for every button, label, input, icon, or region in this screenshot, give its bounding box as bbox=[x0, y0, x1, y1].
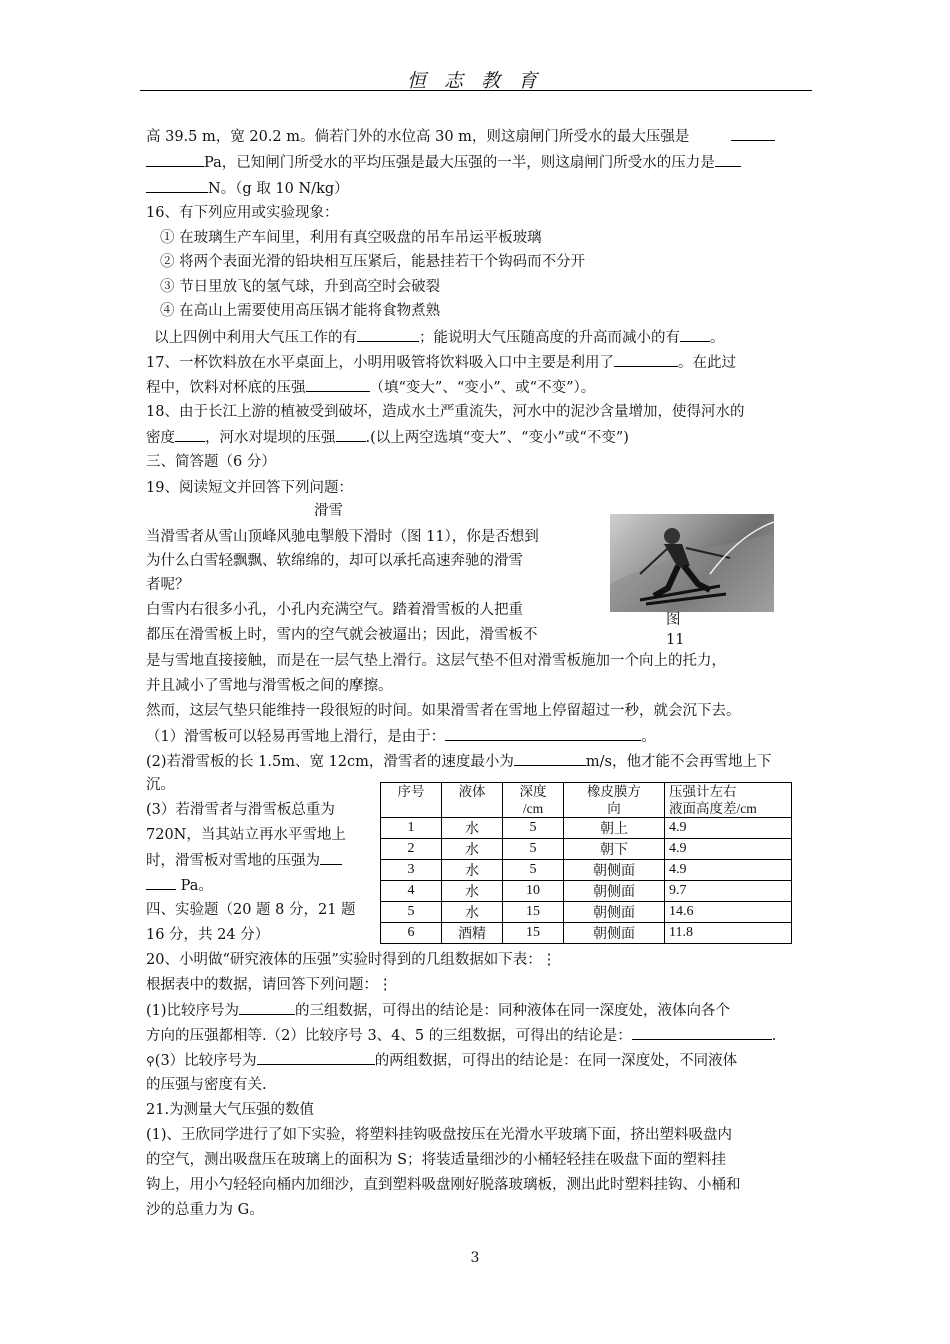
passage-line: 为什么白雪轻飘飘、软绵绵的，却可以承托高速奔驰的滑雪 bbox=[146, 553, 523, 569]
answer-blank bbox=[614, 352, 678, 367]
question-18: 18、由于长江上游的植被受到破坏，造成水土严重流失，河水中的泥沙含量增加，使得河水的 bbox=[146, 404, 745, 420]
answer-blank bbox=[257, 1050, 375, 1065]
column-header: 液体 bbox=[442, 783, 503, 818]
passage-line: 都压在滑雪板上时，雪内的空气就会被逼出；因此，滑雪板不 bbox=[146, 627, 538, 643]
answer-blank bbox=[445, 726, 641, 741]
table-cell: 6 bbox=[381, 923, 442, 944]
list-item: ④ 在高山上需要使用高压锅才能将食物煮熟 bbox=[160, 303, 441, 319]
answer-blank bbox=[320, 850, 342, 865]
table-cell: 水 bbox=[442, 881, 503, 902]
pressure-data-table bbox=[380, 782, 792, 944]
passage-title: 滑雪 bbox=[314, 503, 343, 519]
table-cell: 朝侧面 bbox=[564, 902, 665, 923]
sub-question: 方向的压强都相等.（2）比较序号 3、4、5 的三组数据，可得出的结论是： . bbox=[146, 1025, 776, 1046]
sub-question: （1）滑雪板可以轻易再雪地上滑行，是由于： 。 bbox=[146, 726, 656, 747]
answer-blank bbox=[514, 751, 586, 766]
answer-blank bbox=[146, 178, 208, 193]
page-number: 3 bbox=[470, 1250, 480, 1266]
figure-caption: 图 bbox=[666, 612, 681, 628]
table-cell: 5 bbox=[503, 860, 564, 881]
section-heading: 四、实验题（20 题 8 分，21 题 bbox=[146, 902, 356, 918]
text-line: 以上四例中利用大气压工作的有 ；能说明大气压随高度的升高而减小的有 。 bbox=[154, 327, 725, 348]
table-cell: 朝侧面 bbox=[564, 881, 665, 902]
passage-line: 并且减小了雪地与滑雪板之间的摩擦。 bbox=[146, 678, 393, 694]
text-line: 沙的总重力为 G。 bbox=[146, 1202, 264, 1218]
question-20: 20、小明做“研究液体的压强”实验时得到的几组数据如下表：⋮ bbox=[146, 952, 557, 968]
table-cell: 水 bbox=[442, 902, 503, 923]
answer-blank bbox=[239, 1000, 295, 1015]
answer-blank bbox=[336, 427, 366, 442]
column-header: 深度 /cm bbox=[503, 783, 564, 818]
question-21: 21.为测量大气压强的数值 bbox=[146, 1102, 315, 1118]
table-row bbox=[381, 881, 792, 902]
table-cell: 5 bbox=[503, 839, 564, 860]
text-line: (1)、王欣同学进行了如下实验，将塑料挂钩吸盘按压在光滑水平玻璃下面，挤出塑料吸盘内 bbox=[146, 1127, 733, 1143]
table-cell: 水 bbox=[442, 860, 503, 881]
text-line: 时，滑雪板对雪地的压强为 bbox=[146, 850, 342, 871]
table-cell: 5 bbox=[381, 902, 442, 923]
column-header: 橡皮膜方 向 bbox=[564, 783, 665, 818]
column-header: 压强计左右 液面高度差/cm bbox=[665, 783, 792, 818]
text-line: N。（g 取 10 N/kg） bbox=[146, 178, 349, 199]
header-rule bbox=[140, 90, 812, 91]
answer-blank bbox=[715, 152, 741, 167]
passage-line: 是与雪地直接接触，而是在一层气垫上滑行。这层气垫不但对滑雪板施加一个向上的托力， bbox=[146, 653, 726, 669]
answer-blank bbox=[357, 327, 419, 342]
column-header: 序号 bbox=[381, 783, 442, 818]
list-item: ③ 节日里放飞的氢气球，升到高空时会破裂 bbox=[160, 279, 441, 295]
answer-blank bbox=[146, 875, 176, 890]
answer-blank bbox=[632, 1025, 772, 1040]
text-line: Pa，已知闸门所受水的平均压强是最大压强的一半，则这扇闸门所受水的压力是 bbox=[146, 152, 741, 173]
question-19: 19、阅读短文并回答下列问题： bbox=[146, 480, 353, 496]
table-cell: 4 bbox=[381, 881, 442, 902]
table-row bbox=[381, 902, 792, 923]
passage-line: 当滑雪者从雪山顶峰风驰电掣般下滑时（图 11），你是否想到 bbox=[146, 529, 539, 545]
answer-blank bbox=[731, 126, 775, 141]
table-row bbox=[381, 860, 792, 881]
answer-blank bbox=[306, 377, 370, 392]
table-cell: 1 bbox=[381, 818, 442, 839]
table-cell: 朝侧面 bbox=[564, 923, 665, 944]
list-item: ① 在玻璃生产车间里，利用有真空吸盘的吊车吊运平板玻璃 bbox=[160, 230, 542, 246]
text-line: 的压强与密度有关. bbox=[146, 1077, 267, 1093]
section-heading: 16 分，共 24 分） bbox=[146, 927, 270, 943]
figure-caption: 11 bbox=[666, 632, 685, 648]
anchor-icon: ⚲ bbox=[146, 1054, 155, 1068]
table-row bbox=[381, 923, 792, 944]
sub-question: ⚲(3）比较序号为 的两组数据，可得出的结论是：在同一深度处，不同液体 bbox=[146, 1050, 737, 1071]
skier-photo bbox=[610, 514, 774, 612]
passage-line: 白雪内右很多小孔，小孔内充满空气。踏着滑雪板的人把重 bbox=[146, 602, 523, 618]
table-cell: 5 bbox=[503, 818, 564, 839]
page-header-title: 恒 志 教 育 bbox=[406, 70, 544, 92]
table-cell: 朝侧面 bbox=[564, 860, 665, 881]
table-cell: 9.7 bbox=[665, 881, 792, 902]
text-line: 沉。 bbox=[146, 777, 175, 793]
table-row bbox=[381, 818, 792, 839]
section-heading: 三、简答题（6 分） bbox=[146, 454, 276, 470]
text-line: 720N，当其站立再水平雪地上 bbox=[146, 827, 346, 843]
question-17: 17、一杯饮料放在水平桌面上，小明用吸管将饮料吸入口中主要是利用了 。在此过 bbox=[146, 352, 736, 373]
text-line: 密度 ，河水对堤坝的压强 .(以上两空选填“变大”、“变小”或“不变”) bbox=[146, 427, 629, 448]
table-cell: 4.9 bbox=[665, 860, 792, 881]
answer-blank bbox=[680, 327, 710, 342]
sub-question: (3）若滑雪者与滑雪板总重为 bbox=[146, 802, 335, 818]
text-line: 钩上，用小勺轻轻向桶内加细沙，直到塑料吸盘刚好脱落玻璃板，测出此时塑料挂钩、小桶和 bbox=[146, 1177, 741, 1193]
sub-question: (2)若滑雪板的长 1.5m、宽 12cm，滑雪者的速度最小为 m/s，他才能不会再雪地上下 bbox=[146, 751, 771, 772]
table-cell: 水 bbox=[442, 839, 503, 860]
table-cell: 15 bbox=[503, 902, 564, 923]
table-cell: 2 bbox=[381, 839, 442, 860]
table-cell: 朝上 bbox=[564, 818, 665, 839]
table-cell: 3 bbox=[381, 860, 442, 881]
table-cell: 酒精 bbox=[442, 923, 503, 944]
table-cell: 14.6 bbox=[665, 902, 792, 923]
answer-blank bbox=[175, 427, 205, 442]
table-row bbox=[381, 839, 792, 860]
table-cell: 水 bbox=[442, 818, 503, 839]
sub-question: (1)比较序号为 的三组数据，可得出的结论是：同种液体在同一深度处，液体向各个 bbox=[146, 1000, 730, 1021]
table-cell: 4.9 bbox=[665, 818, 792, 839]
table-cell: 朝下 bbox=[564, 839, 665, 860]
text-line: 根据表中的数据，请回答下列问题：⋮ bbox=[146, 977, 393, 993]
list-item: ② 将两个表面光滑的铅块相互压紧后，能悬挂若干个钩码而不分开 bbox=[160, 254, 586, 270]
text-line: 程中，饮料对杯底的压强 （填“变大”、“变小”、或“不变”）。 bbox=[146, 377, 595, 398]
answer-blank bbox=[146, 152, 204, 167]
table-cell: 10 bbox=[503, 881, 564, 902]
passage-line: 然而，这层气垫只能维持一段很短的时间。如果滑雪者在雪地上停留超过一秒，就会沉下去。 bbox=[146, 703, 741, 719]
text-line: 高 39.5 m，宽 20.2 m。倘若门外的水位高 30 m，则这扇闸门所受水的最大压强是 bbox=[146, 126, 775, 147]
table-header-row bbox=[381, 783, 792, 818]
passage-line: 者呢？ bbox=[146, 577, 190, 593]
table-cell: 15 bbox=[503, 923, 564, 944]
text-line: 的空气，测出吸盘压在玻璃上的面积为 S；将装适量细沙的小桶轻轻挂在吸盘下面的塑料挂 bbox=[146, 1152, 727, 1168]
table-cell: 11.8 bbox=[665, 923, 792, 944]
question-16: 16、有下列应用或实验现象： bbox=[146, 205, 339, 221]
table-cell: 4.9 bbox=[665, 839, 792, 860]
text-line: Pa。 bbox=[146, 875, 213, 896]
